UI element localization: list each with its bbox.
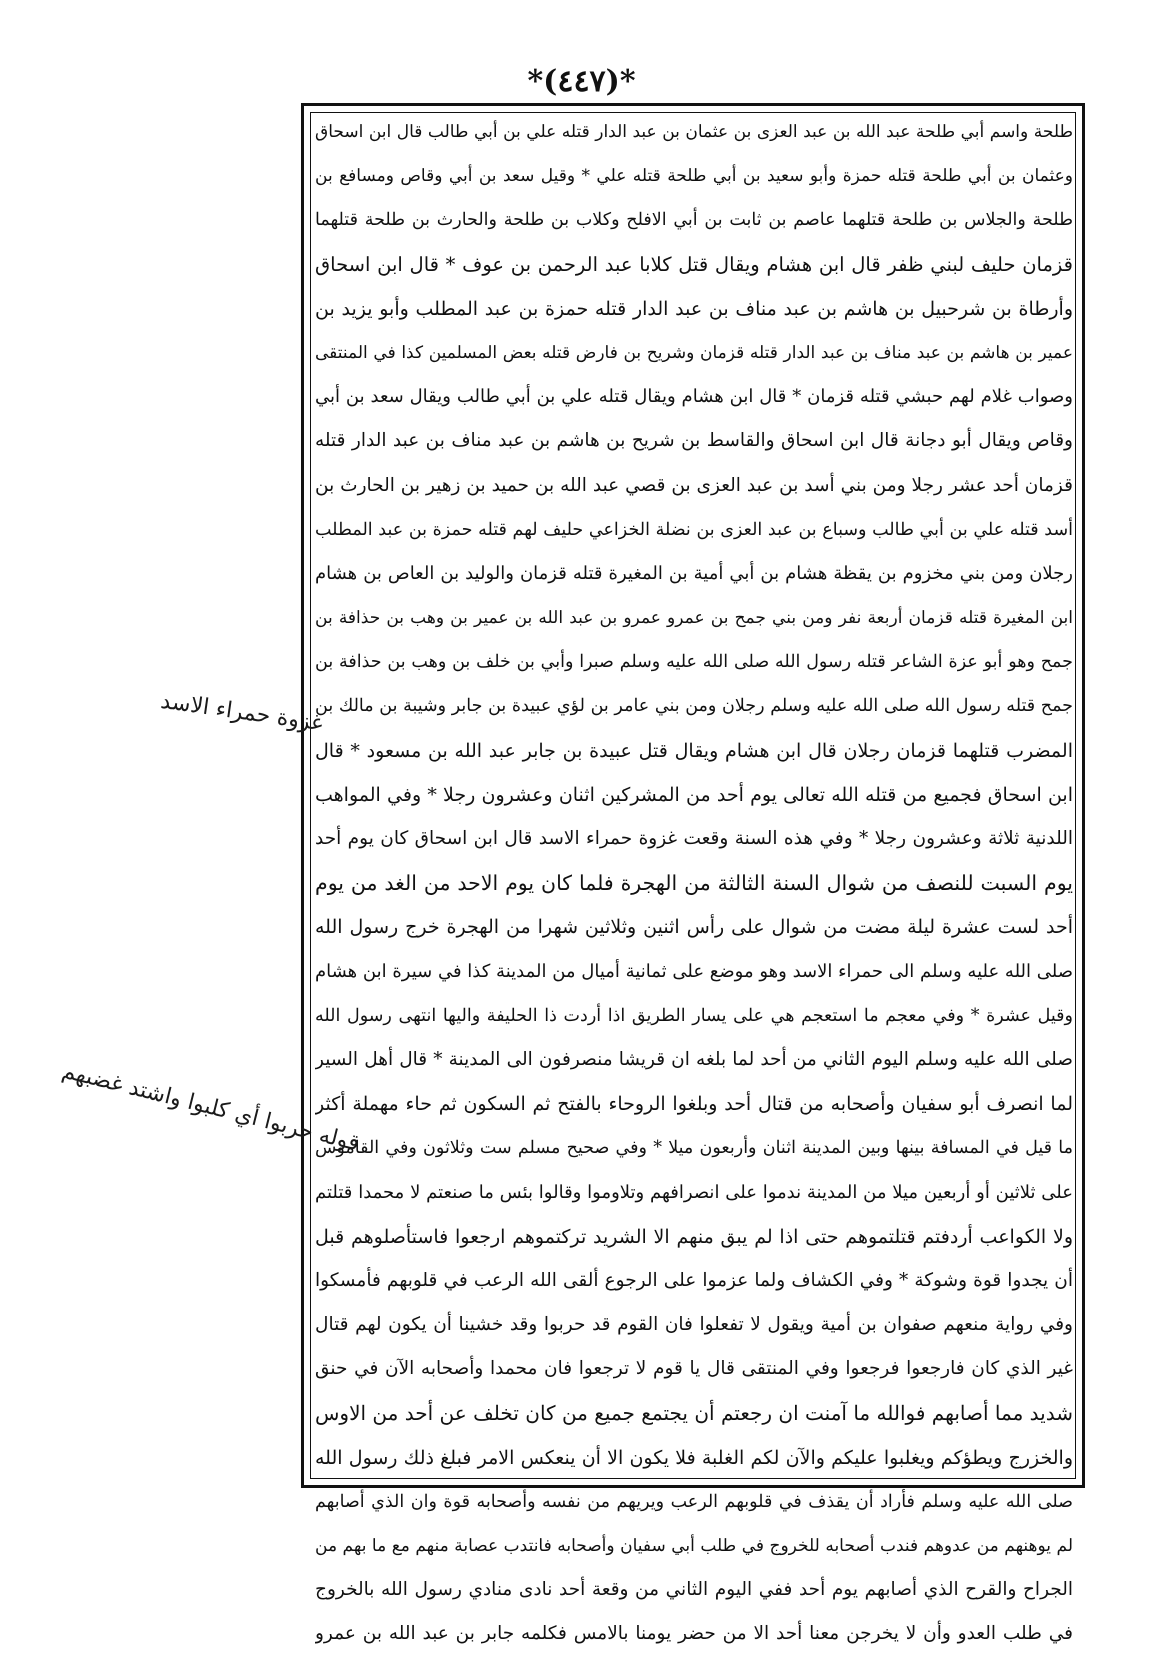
text-line: صلى الله عليه وسلم اليوم الثاني من أحد لما بلغه ان قريشا منصرفون الى المدينة * قال أهل السير [315, 1048, 1073, 1070]
text-line: غير الذي كان فارجعوا فرجعوا وفي المنتقى قال يا قوم لا ترجعوا فان محمدا وأصحابه الآن في حنق [315, 1358, 1073, 1380]
text-line: طلحة واسم أبي طلحة عبد الله بن عبد العزى بن عثمان بن عبد الدار قتله علي بن أبي طالب قال ابن اسحاق [315, 122, 1073, 142]
text-line: ما قيل في المسافة بينها وبين المدينة اثنان وأربعون ميلا * وفي صحيح مسلم ست وثلاثون وفي القاموس [315, 1138, 1073, 1159]
text-line: لم يوهنهم من عدوهم فندب أصحابه للخروج في طلب أبي سفيان وأصحابه فانتدب عصابة منهم مع ما بهم من [315, 1536, 1073, 1556]
text-line: ابن المغيرة قتله قزمان أربعة نفر ومن بني جمح بن عمرو عمرو بن عبد الله بن عمير بن وهب بن حذافة بن [315, 608, 1073, 629]
text-line: أحد لست عشرة ليلة مضت من شوال على رأس اثنين وثلاثين شهرا من الهجرة خرج رسول الله [315, 916, 1073, 939]
text-line: أسد قتله علي بن أبي طالب وسباع بن عبد العزى بن نضلة الخزاعي حليف لهم قتله حمزة بن عبد المطلب [315, 519, 1073, 540]
text-line: وصواب غلام لهم حبشي قتله قزمان * قال ابن هشام ويقال قتله علي بن أبي طالب ويقال سعد بن أبي [315, 386, 1073, 408]
text-line: ولا الكواعب أردفتم قتلتموهم حتى اذا لم يبق منهم الا الشريد تركتموهم ارجعوا فاستأصلوهم قبل [315, 1225, 1073, 1248]
text-line: الجراح والقرح الذي أصابهم يوم أحد ففي اليوم الثاني من وقعة أحد نادى منادي رسول الله بالخروج [315, 1579, 1073, 1601]
text-line: رجلان ومن بني مخزوم بن يقظة هشام بن أبي أمية بن المغيرة قتله قزمان والوليد بن العاص بن هشام [315, 562, 1073, 584]
text-line: أن يجدوا قوة وشوكة * وفي الكشاف ولما عزموا على الرجوع ألقى الله الرعب في قلوبهم فأمسكوا [315, 1269, 1073, 1291]
text-line: في طلب العدو وأن لا يخرجن معنا أحد الا من حضر يومنا بالامس فكلمه جابر بن عبد الله بن عمرو [315, 1623, 1073, 1645]
text-line: جمح قتله رسول الله صلى الله عليه وسلم رجلان ومن بني عامر بن لؤي عبيدة بن جابر وشيبة بن مالك بن [315, 696, 1073, 717]
text-line: وعثمان بن أبي طلحة قتله حمزة وأبو سعيد بن أبي طلحة قتله علي * وقيل سعد بن أبي وقاص ومسافع بن [315, 166, 1073, 187]
text-line: وقيل عشرة * وفي معجم ما استعجم هي على يسار الطريق اذا أردت ذا الحليفة واليها انتهى رسول الله [315, 1005, 1073, 1026]
text-line: صلى الله عليه وسلم الى حمراء الاسد وهو موضع على ثمانية أميال من المدينة كذا في سيرة ابن هشام [315, 960, 1073, 982]
text-line: جمح وهو أبو عزة الشاعر قتله رسول الله صلى الله عليه وسلم صبرا وأبي بن خلف بن وهب بن حذافة بن [315, 652, 1073, 673]
text-line: اللدنية ثلاثة وعشرون رجلا * وفي هذه السنة وقعت غزوة حمراء الاسد قال ابن اسحاق كان يوم أحد [315, 828, 1073, 849]
text-line: والخزرج ويطؤكم ويغلبوا عليكم والآن لكم الغلبة فلا يكون الا أن ينعكس الامر فبلغ ذلك رسول الله [315, 1446, 1073, 1469]
text-line: صلى الله عليه وسلم فأراد أن يقذف في قلوبهم الرعب ويريهم من نفسه وأصحابه قوة وان الذي أصابهم [315, 1491, 1073, 1512]
margin-note-ghazwat-hamra-al-asad: غزوة حمراء الاسد [159, 688, 325, 737]
text-line: قزمان أحد عشر رجلا ومن بني أسد بن عبد العزى بن قصي عبد الله بن حميد بن زهير بن الحارث بن [315, 474, 1073, 496]
text-line: المضرب قتلهما قزمان رجلان قال ابن هشام ويقال قتل عبيدة بن جابر عبد الله بن مسعود * قال [315, 739, 1073, 762]
text-line: عمير بن هاشم بن عبد مناف بن عبد الدار قتله قزمان وشريح بن فارض قتله بعض المسلمين كذا في المنتقى [315, 342, 1073, 363]
text-line: وأرطاة بن شرحبيل بن هاشم بن عبد مناف بن عبد الدار قتله حمزة بن عبد المطلب وأبو يزيد بن [315, 297, 1073, 320]
page-number: *(٤٤٧)* [527, 64, 636, 99]
text-line: شديد مما أصابهم فوالله ما آمنت ان رجعتم أن يجتمع جميع من كان تخلف عن أحد من الاوس [315, 1401, 1073, 1426]
text-line: ابن اسحاق فجميع من قتله الله تعالى يوم أحد من المشركين اثنان وعشرون رجلا * وفي المواهب [315, 783, 1073, 806]
text-line: وفي رواية منعهم صفوان بن أمية ويقول لا تفعلوا فان القوم قد حربوا وقد خشينا أن يكون لهم قتال [315, 1314, 1073, 1336]
text-line: وقاص ويقال أبو دجانة قال ابن اسحاق والقاسط بن شريح بن هاشم بن عبد مناف بن عبد الدار قتله [315, 430, 1073, 452]
text-line: لما انصرف أبو سفيان وأصحابه من قتال أحد وبلغوا الروحاء بالفتح ثم السكون ثم حاء مهملة أكثر [315, 1093, 1073, 1116]
text-line: قزمان حليف لبني ظفر قال ابن هشام ويقال قتل كلابا عبد الرحمن بن عوف * قال ابن اسحاق [315, 252, 1073, 276]
text-line: طلحة والجلاس بن طلحة قتلهما عاصم بن ثابت بن أبي الافلح وكلاب بن طلحة والحارث بن طلحة قتلهما [315, 210, 1073, 231]
main-text-block [309, 110, 1079, 1645]
text-line: يوم السبت للنصف من شوال السنة الثالثة من الهجرة فلما كان يوم الاحد من الغد من يوم [315, 871, 1073, 896]
text-line: على ثلاثين أو أربعين ميلا من المدينة ندموا على انصرافهم وتلاوموا وقالوا بئس ما صنعتم لا محمدا قتلتم [315, 1181, 1073, 1203]
margin-note-gloss-harabu: قوله حربوا أي كلبوا واشتد غضبهم [59, 1058, 362, 1157]
